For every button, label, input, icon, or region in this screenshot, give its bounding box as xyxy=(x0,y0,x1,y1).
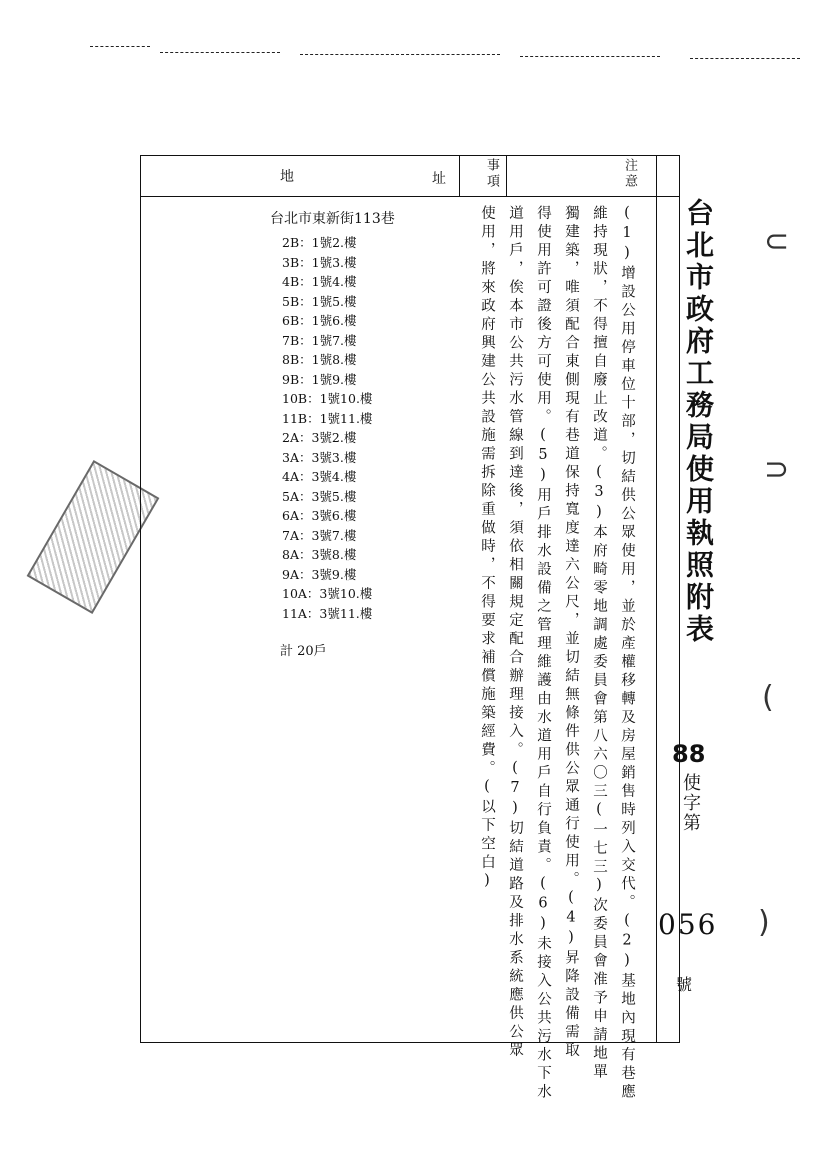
unit-address: 10A：3號10.樓 xyxy=(282,586,373,601)
unit-address: 2A：3號2.樓 xyxy=(282,430,357,445)
scan-mark: ⊂ xyxy=(764,224,790,259)
scan-artifact xyxy=(690,58,800,59)
scan-mark: ) xyxy=(758,905,770,940)
side-column-divider xyxy=(656,155,657,1043)
unit-address: 6B：1號6.樓 xyxy=(282,313,357,328)
unit-address: 7B：1號7.樓 xyxy=(282,332,357,348)
unit-address: 9B：1號9.樓 xyxy=(282,371,357,387)
unit-address: 6A：3號6.樓 xyxy=(282,508,357,523)
unit-address: 8A：3號8.樓 xyxy=(282,547,357,562)
unit-total: 計 20戶 xyxy=(280,644,327,659)
unit-address: 7A：3號7.樓 xyxy=(282,527,357,543)
address-title: 台北市東新街113巷 xyxy=(270,211,395,227)
unit-address: 5B：1號5.樓 xyxy=(282,293,357,309)
header-rule xyxy=(140,196,680,197)
unit-address: 3A：3號3.樓 xyxy=(282,449,357,465)
unit-address: 10B：1號10.樓 xyxy=(282,391,373,406)
scan-artifact xyxy=(160,52,280,53)
unit-address: 4B：1號4.樓 xyxy=(282,274,357,289)
scan-artifact xyxy=(90,46,150,47)
note-column: 道用戶，俟本市公共污水管線到達後，須依相關規定配合辦理接入。(7)切結道路及排水系統應供公眾 xyxy=(507,205,523,1061)
unit-address: 8B：1號8.樓 xyxy=(282,352,357,367)
scan-mark: ( xyxy=(762,680,774,715)
header-address-right: 址 xyxy=(432,171,446,187)
permit-suffix: 號 xyxy=(676,975,693,994)
scan-artifact xyxy=(520,56,660,57)
permit-year: 88 xyxy=(672,740,706,768)
unit-address: 3B：1號3.樓 xyxy=(282,254,357,270)
note-column: 使用，將來政府興建公共設施需拆除重做時，不得要求補償施築經費。(以下空白) xyxy=(479,205,495,893)
unit-address: 9A：3號9.樓 xyxy=(282,566,357,582)
note-column: 維持現狀，不得擅自廢止改道。(3)本府畸零地調處委員會第八六〇三(一七三)次委員會准予申請地單 xyxy=(591,205,607,1082)
address-list xyxy=(270,208,460,659)
unit-address: 4A：3號4.樓 xyxy=(282,469,357,484)
permit-number: 056 xyxy=(658,908,718,941)
notes-area xyxy=(470,205,635,1102)
scan-mark: ⊃ xyxy=(764,452,790,487)
scan-artifact xyxy=(300,54,500,55)
unit-address: 5A：3號5.樓 xyxy=(282,488,357,504)
column-divider xyxy=(506,155,507,197)
unit-address: 2B：1號2.樓 xyxy=(282,235,357,250)
note-column: (1)增設公用停車位十部，切結供公眾使用，並於產權移轉及房屋銷售時列入交代。(2)基地內現有巷應 xyxy=(619,205,635,1102)
unit-list xyxy=(270,233,460,623)
header-address-left: 地 xyxy=(280,169,294,185)
unit-address: 11A：3號11.樓 xyxy=(282,605,373,621)
column-divider xyxy=(459,155,460,197)
permit-label: 使字第 xyxy=(680,773,701,833)
header-notes: 注意 xyxy=(622,158,637,190)
document-title: 台北市政府工務局使用執照附表 xyxy=(682,198,715,646)
unit-address: 11B：1號11.樓 xyxy=(282,410,373,426)
note-column: 獨建築，唯須配合東側現有巷道保持寬度達六公尺，並切結無條件供公眾通行使用。(4)昇降設備需取 xyxy=(563,205,579,1061)
header-matters: 事項 xyxy=(484,158,499,190)
note-column: 得使用許可證後方可使用。(5)用戶排水設備之管理維護由水道用戶自行負責。(6)未接入公共污水下水 xyxy=(535,205,551,1102)
